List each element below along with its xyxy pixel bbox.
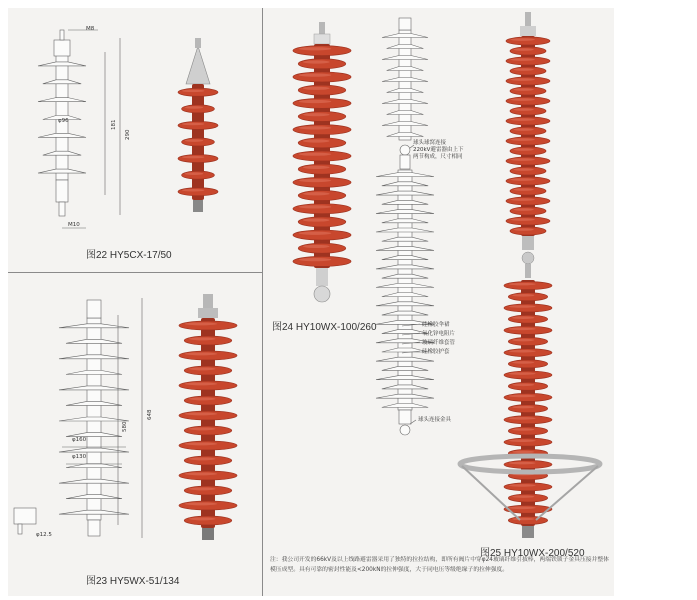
fig24-photo-shed (293, 125, 351, 135)
fig24-photo-shed (298, 59, 346, 69)
fig23-photo-top-cap (198, 308, 218, 318)
fig24-photo-top-stud (319, 22, 325, 34)
fig24-photo-highlight (303, 87, 330, 90)
fig23-photo-shed (179, 321, 237, 330)
fig24-lower-outline-shed (382, 293, 428, 297)
fig25-upper-highlight (510, 38, 535, 41)
fig24-photo-highlight (299, 100, 331, 103)
fig25-lower-highlight (509, 283, 536, 286)
annotation-joint-line1: 球头球窝连接 (413, 140, 447, 146)
fig23-photo-shed (184, 516, 232, 525)
fig22-outline-shed (38, 98, 86, 102)
fig25-upper-shed (510, 67, 546, 75)
fig24-photo-highlight (299, 153, 331, 156)
fig25-upper-shed (510, 187, 546, 195)
fig23-outline-shed (59, 448, 129, 452)
fig25-lower-highlight (509, 350, 536, 353)
fig23-bottom-fitting (88, 520, 100, 536)
dim-fig22-diameter: φ96 (58, 118, 69, 124)
fig25-lower-highlight (509, 395, 536, 398)
fig25-lower-highlight (512, 294, 534, 297)
fig24-photo-highlight (303, 245, 330, 248)
fig24-photo-shed (293, 177, 351, 187)
fig23-photo-highlight (185, 322, 217, 325)
fig25-upper-shed (506, 97, 550, 105)
fig24-upper-outline-shed (387, 67, 424, 71)
fig25-upper-shed (506, 197, 550, 205)
fig23-photo-shed (184, 426, 232, 435)
fig25-upper-highlight (510, 218, 535, 221)
fig24-ball-joint (400, 145, 410, 155)
fig23-photo-highlight (189, 457, 216, 460)
fig25-lower-shed (504, 438, 552, 446)
fig24-photo-highlight (299, 47, 331, 50)
fig23-base-detail (14, 508, 36, 524)
fig25-lower-shed (508, 427, 547, 435)
dim-fig23-diameter-lower: φ130 (72, 454, 87, 460)
fig25-upper-highlight (510, 138, 535, 141)
fig23-top-cap (87, 300, 101, 318)
fig23-photo-highlight (189, 367, 216, 370)
fig25-lower-shed (508, 494, 547, 502)
dim-fig23-base: φ12.5 (36, 532, 52, 538)
fig23-photo-highlight (185, 382, 217, 385)
fig25-lower-shed (508, 516, 547, 524)
fig24-upper-outline-shed (382, 122, 428, 126)
fig23-photo-shed (184, 336, 232, 345)
annotation-joint-line3: 两节构成，尺寸相同 (413, 154, 463, 160)
fig25-upper-highlight (510, 158, 535, 161)
fig24-photo-highlight (303, 166, 330, 169)
fig23-photo-highlight (185, 412, 217, 415)
fig23-outline-shed (59, 479, 129, 483)
fig25-upper-highlight (510, 178, 535, 181)
fig24-lower-outline-shed (376, 283, 434, 287)
fig23-photo-shed (179, 501, 237, 510)
fig25-upper-shed (510, 47, 546, 55)
fig23-outline-shed (59, 324, 129, 328)
fig23-photo-highlight (189, 517, 216, 520)
fig24-lower-outline-shed (376, 173, 434, 177)
fig24-photo-shed (293, 72, 351, 82)
fig23-base-bolt (18, 524, 22, 534)
annotation-layer-3: 玻璃纤维套管 (422, 340, 456, 346)
fig25-lower-highlight (509, 372, 536, 375)
fig25-lower-shed (504, 371, 552, 379)
fig25-lower-shed (508, 405, 547, 413)
fig25-lower-highlight (509, 462, 536, 465)
fig24-lower-outline-shed (376, 191, 434, 195)
fig24-photo-highlight (299, 205, 331, 208)
fig25-lower-highlight (512, 406, 534, 409)
fig24-lower-outline-shed (376, 210, 434, 214)
fig24-photo-shed (298, 164, 346, 174)
fig23-photo-shed (184, 456, 232, 465)
fig22-outline-shed (43, 80, 81, 84)
fig23-photo-highlight (189, 337, 216, 340)
fig25-photo-top-stud (525, 12, 531, 26)
fig25-lower-shed (508, 338, 547, 346)
fig23-outline-shed (59, 355, 129, 359)
fig25-lower-highlight (512, 384, 534, 387)
fig23-photo-highlight (189, 397, 216, 400)
fig25-lower-shed (504, 349, 552, 357)
fig25-upper-shed (510, 227, 546, 235)
fig25-joint-stud (525, 264, 531, 278)
dim-fig22-height-outer: 290 (125, 129, 131, 140)
fig24-photo-highlight (303, 60, 330, 63)
fig22-top-cap (54, 40, 70, 56)
fig22-photo-shed (178, 88, 218, 96)
fig25-upper-shed (506, 177, 550, 185)
fig22-photo-highlight (182, 189, 204, 192)
fig24-photo-shed (293, 151, 351, 161)
fig25-lower-highlight (512, 518, 534, 521)
fig24-photo-highlight (299, 74, 331, 77)
fig24-photo-highlight (303, 218, 330, 221)
fig24-lower-outline-core (398, 170, 412, 410)
fig23-photo-highlight (189, 427, 216, 430)
fig22-photo-highlight (185, 106, 203, 109)
fig24-bottom-ball (400, 425, 410, 435)
fig24-lower-outline-shed (382, 237, 428, 241)
fig25-lower-highlight (512, 495, 534, 498)
fig25-ball-joint (522, 252, 534, 264)
fig22-photo-cone (186, 46, 210, 84)
fig25-lower-highlight (509, 417, 536, 420)
fig24-lower-outline-shed (382, 182, 428, 186)
dim-fig22-thread-bottom: M10 (68, 222, 80, 228)
caption-fig25: 图25 HY10WX-200/520 (480, 548, 585, 559)
fig25-lower-shed (504, 483, 552, 491)
fig25-upper-shed (506, 157, 550, 165)
fig24-upper-outline-shed (382, 56, 428, 60)
fig25-lower-highlight (509, 328, 536, 331)
fig22-photo-highlight (182, 156, 204, 159)
fig23-photo-shed (184, 486, 232, 495)
fig22-outline-shed (38, 169, 86, 173)
fig25-lower-shed (504, 393, 552, 401)
fig22-photo-highlight (182, 123, 204, 126)
fig25-lower-highlight (509, 507, 536, 510)
fig25-upper-shed (510, 167, 546, 175)
fig25-upper-shed (510, 87, 546, 95)
fig25-lower-shed (508, 382, 547, 390)
footnote: 注：我公司开发的66kV及以上线路避雷器采用了独特的拉拉结构，即所有阀片中穿φ24玻璃纤维引拔棒，两端铁锁子金具压接并整体模压成型。具有可靠的密封性能及<200kN的拉伸强度，大于同电压等级绝缘子的拉伸强度。 (270, 557, 609, 573)
fig22-photo-shed (182, 138, 215, 146)
fig25-upper-shed (506, 57, 550, 65)
fig25-lower-shed (508, 293, 547, 301)
fig24-lower-outline-shed (376, 376, 434, 380)
fig25-lower-highlight (512, 451, 534, 454)
annotation-joint (413, 140, 463, 161)
fig23-photo-highlight (185, 472, 217, 475)
fig22-photo-top-stud (195, 38, 201, 48)
fig25-upper-shed (510, 147, 546, 155)
fig25-lower-shed (504, 461, 552, 469)
fig24-photo-shed (298, 217, 346, 227)
fig23-photo-shed (179, 411, 237, 420)
caption-fig22: 图22 HY5CX-17/50 (86, 250, 172, 261)
fig24-upper-outline-shed (382, 78, 428, 82)
fig25-lower-shed (504, 304, 552, 312)
fig25-lower-highlight (512, 316, 534, 319)
fig23-outline-shed (66, 495, 122, 499)
fig25-lower-shed (508, 315, 547, 323)
fig24-photo-highlight (299, 258, 331, 261)
fig24-photo-shed (293, 98, 351, 108)
fig25-lower-highlight (509, 439, 536, 442)
fig24-photo-shed (298, 111, 346, 121)
annotation-layer-4: 硅橡胶护套 (422, 349, 450, 355)
fig24-photo-bottom-fitting (316, 268, 328, 286)
fig25-upper-shed (510, 207, 546, 215)
fig24-photo-highlight (299, 126, 331, 129)
fig22-top-stud (60, 30, 64, 40)
fig25-upper-shed (506, 37, 550, 45)
fig25-upper-highlight (514, 88, 534, 91)
dim-fig23-diameter-upper: φ160 (72, 437, 87, 443)
fig25-upper-highlight (510, 78, 535, 81)
fig23-photo-shed (184, 396, 232, 405)
page-divider-vertical (262, 8, 263, 596)
fig25-upper-shed (506, 217, 550, 225)
fig23-outline-shed (66, 370, 122, 374)
fig25-upper-highlight (514, 68, 534, 71)
caption-fig24: 图24 HY10WX-100/260 (272, 322, 377, 333)
fig24-photo-shed (293, 256, 351, 266)
fig25-upper-highlight (514, 108, 534, 111)
fig23-photo-shed (179, 441, 237, 450)
fig22-photo-highlight (185, 172, 203, 175)
fig23-photo-shed (184, 366, 232, 375)
dim-fig23-height-inner: 580 (122, 421, 128, 432)
fig24-upper-outline-shed (382, 34, 428, 38)
fig22-photo-highlight (182, 90, 204, 93)
fig24-photo-highlight (299, 232, 331, 235)
annotation-layers (422, 321, 455, 357)
fig24-photo-shed (298, 138, 346, 148)
dim-fig22-height-inner: 181 (111, 119, 117, 130)
annotation-layer-2: 氧化锌电阻片 (422, 331, 456, 337)
fig24-photo-shed (298, 243, 346, 253)
page-divider-horizontal (8, 272, 262, 273)
caption-fig23: 图23 HY5WX-51/134 (86, 576, 180, 587)
fig22-photo-shed (182, 105, 215, 113)
fig24-lower-outline-shed (376, 246, 434, 250)
fig24-photo-shed (293, 46, 351, 56)
fig25-upper-highlight (514, 228, 534, 231)
fig23-outline-shed (66, 401, 122, 405)
fig22-photo-shed (182, 171, 215, 179)
fig24-lower-outline-shed (382, 311, 428, 315)
annotation-bottom: 球头连接金具 (418, 417, 452, 423)
fig25-photo-bottom (522, 526, 534, 538)
fig23-photo-core (201, 318, 215, 528)
fig24-lower-outline-shed (382, 403, 428, 407)
fig23-photo-highlight (185, 502, 217, 505)
fig23-outline-shed (59, 386, 129, 390)
fig25-upper-shed (510, 107, 546, 115)
fig23-photo-highlight (189, 487, 216, 490)
fig25-upper-highlight (514, 128, 534, 131)
fig23-photo-bottom (202, 528, 214, 540)
fig24-lower-outline-shed (382, 256, 428, 260)
fig24-upper-outline-shed (387, 111, 424, 115)
fig24-photo-shed (293, 204, 351, 214)
fig24-upper-outline-shed (387, 45, 424, 49)
fig24-lower-outline-shed (376, 265, 434, 269)
fig24-upper-outline-shed (387, 89, 424, 93)
fig24-lower-outline-shed (376, 357, 434, 361)
fig24-joint-fitting (400, 155, 410, 169)
fig23-photo-shed (179, 351, 237, 360)
fig25-upper-highlight (514, 208, 534, 211)
fig24-lower-outline-shed (382, 274, 428, 278)
fig22-bottom-stud (59, 202, 65, 216)
fig23-outline-shed (59, 417, 129, 421)
fig24-lower-outline-shed (382, 200, 428, 204)
fig25-lower-highlight (509, 305, 536, 308)
dim-fig22-thread-top: M8 (86, 26, 95, 32)
fig24-lower-outline-shed (382, 366, 428, 370)
fig25-lower-highlight (512, 361, 534, 364)
fig23-photo-highlight (185, 442, 217, 445)
fig25-lower-highlight (512, 339, 534, 342)
fig24-lower-outline-shed (382, 385, 428, 389)
fig24-photo-ball (314, 286, 330, 302)
fig24-lower-outline-shed (376, 228, 434, 232)
fig24-lower-outline-shed (382, 219, 428, 223)
fig25-upper-highlight (514, 148, 534, 151)
fig23-photo-top-stud (203, 294, 213, 308)
annotation-joint-line2: 220kV避雷器由上下 (413, 147, 464, 153)
fig23-photo-shed (179, 471, 237, 480)
fig25-lower-shed (504, 326, 552, 334)
fig25-lower-highlight (512, 428, 534, 431)
fig23-photo-highlight (185, 352, 217, 355)
fig25-upper-highlight (510, 198, 535, 201)
fig22-photo-shed (178, 188, 218, 196)
fig24-photo-highlight (303, 192, 330, 195)
fig22-outline-shed (38, 62, 86, 66)
fig24-photo-shed (298, 191, 346, 201)
fig24-lower-outline-shed (376, 394, 434, 398)
fig22-outline-shed (43, 151, 81, 155)
fig25-upper-shed (506, 137, 550, 145)
fig22-bottom-fitting (56, 180, 68, 202)
fig25-upper-highlight (510, 118, 535, 121)
fig23-outline-shed (66, 433, 122, 437)
fig24-photo-highlight (303, 139, 330, 142)
fig24-photo-top-cap (314, 34, 330, 44)
fig24-upper-cap (399, 18, 411, 30)
fig25-lower-highlight (509, 484, 536, 487)
fig24-photo-shed (298, 85, 346, 95)
fig24-photo-highlight (299, 179, 331, 182)
fig25-upper-shed (506, 117, 550, 125)
fig22-photo-bottom (193, 200, 203, 212)
fig25-upper-core (521, 36, 535, 236)
fig24-photo-highlight (303, 113, 330, 116)
fig24-photo-shed (293, 230, 351, 240)
fig25-photo-top-cap (520, 26, 536, 36)
fig25-upper-shed (510, 127, 546, 135)
fig22-outline-shed (38, 133, 86, 137)
fig24-bottom-cap (399, 410, 411, 424)
fig24-upper-outline-shed (387, 133, 424, 137)
fig22-photo-shed (178, 155, 218, 163)
fig25-upper-highlight (514, 188, 534, 191)
fig23-photo-shed (179, 381, 237, 390)
fig24-lower-outline-shed (376, 302, 434, 306)
fig25-upper-shed (506, 77, 550, 85)
fig25-upper-highlight (514, 168, 534, 171)
fig23-outline-shed (59, 510, 129, 514)
fig25-upper-highlight (514, 48, 534, 51)
fig25-lower-shed (504, 416, 552, 424)
fig23-outline-shed (66, 339, 122, 343)
fig25-lower-shed (508, 360, 547, 368)
fig24-upper-outline-shed (382, 100, 428, 104)
fig22-photo-shed (178, 121, 218, 129)
fig25-lower-shed (504, 282, 552, 290)
fig25-upper-highlight (510, 98, 535, 101)
annotation-layer-1: 硅橡胶伞裙 (422, 322, 450, 328)
fig25-joint-fitting (522, 236, 534, 250)
fig22-photo-highlight (185, 139, 203, 142)
fig25-upper-highlight (510, 58, 535, 61)
dim-fig23-height-outer: 648 (147, 409, 153, 420)
